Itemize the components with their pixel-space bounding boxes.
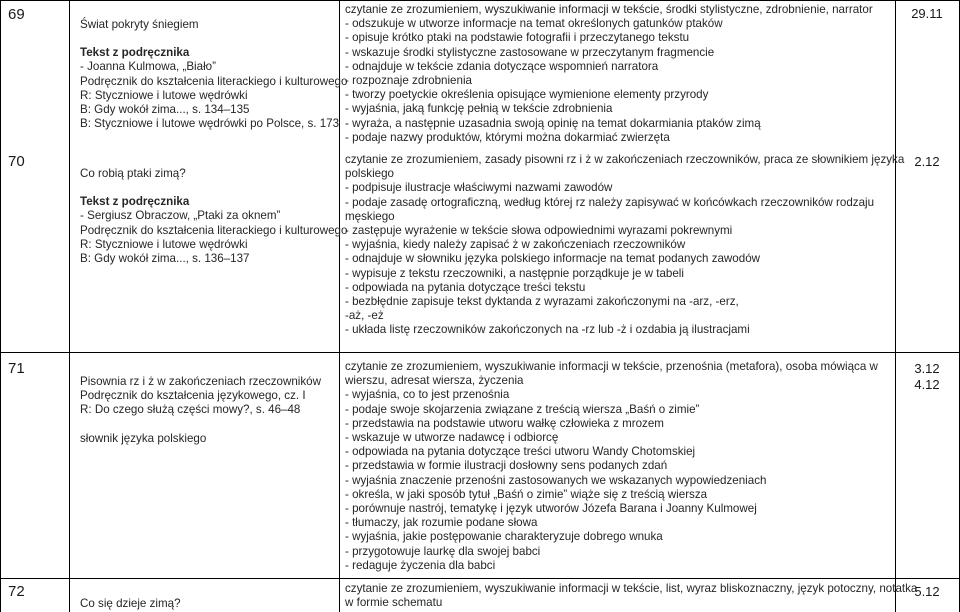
goal-line: - przygotowuje laurkę dla swojej babci — [345, 544, 541, 558]
blank-line — [80, 418, 321, 432]
goal-line: - odnajduje w tekście zdania dotyczące wspomnień narratora — [345, 59, 659, 73]
lesson-date — [896, 361, 958, 393]
lesson-number: 69 — [8, 6, 25, 23]
goal-line: - wyjaśnia, jaką funkcję pełnią w tekście zdrobnienia — [345, 102, 613, 116]
goal-line: - opisuje krótko ptaki na podstawie fotografii i przeczytanego tekstu — [345, 31, 690, 45]
lesson-date — [896, 584, 958, 600]
goal-line: - wyraża, a następnie uzasadnia swoją opinię na temat dokarmiania ptaków zimą — [345, 116, 761, 130]
lesson-number: 72 — [8, 583, 25, 600]
date-value: 29.11 — [911, 6, 943, 21]
topic-title: Co się dzieje zimą? — [80, 597, 181, 610]
col-border — [0, 0, 1, 612]
goal-line: - tłumaczy, jak rozumie podane słowa — [345, 516, 538, 530]
lesson-date — [896, 6, 958, 22]
topic-line: słownik języka polskiego — [80, 431, 207, 445]
row-separator — [0, 352, 960, 353]
topic-line: R: Styczniowe i lutowe wędrówki — [80, 88, 248, 102]
topic-line: B: Gdy wokół zima..., s. 136–137 — [80, 252, 250, 266]
lesson-topic — [80, 375, 321, 446]
topic-line: Podręcznik do kształcenia literackiego i kulturowego — [80, 223, 348, 237]
goal-line: - redaguje życzenia dla babci — [345, 558, 496, 572]
goal-line: - odpowiada na pytania dotyczące treści utworu Wandy Chotomskiej — [345, 445, 696, 459]
topic-title: Co robią ptaki zimą? — [80, 167, 186, 180]
goal-line: - przedstawia w formie ilustracji dosłowny sens podanych zdań — [345, 459, 668, 473]
goal-line: - wskazuje w utworze nadawcę i odbiorcę — [345, 431, 559, 445]
topic-line: B: Styczniowe i lutowe wędrówki po Polsce, s. 173 — [80, 117, 340, 131]
lesson-goals — [345, 582, 917, 610]
lesson-goals — [345, 360, 878, 573]
topic-line: - Sergiusz Obraczow, „Ptaki za oknem” — [80, 209, 281, 223]
goal-line: czytanie ze zrozumieniem, zasady pisowni rz i ż w zakończeniach rzeczowników, praca ze słownikiem języka — [345, 153, 905, 166]
section-heading: Tekst z podręcznika — [80, 195, 190, 209]
goal-line: - odpowiada na pytania dotyczące treści tekstu — [345, 280, 586, 294]
goal-line: - podaje nazwy produktów, którymi można dokarmiać zwierzęta — [345, 130, 670, 144]
topic-line: R: Styczniowe i lutowe wędrówki — [80, 237, 248, 251]
lesson-topic — [80, 18, 347, 131]
goal-line: - wskazuje środki stylistyczne zastosowane w przeczytanym fragmencie — [345, 45, 715, 59]
date-value: 5.12 — [914, 584, 940, 599]
lesson-topic — [80, 167, 347, 266]
date-value: 2.12 — [914, 154, 940, 169]
lesson-goals — [345, 3, 873, 145]
goal-line: w formie schematu — [345, 596, 443, 610]
goal-line: - przedstawia na podstawie utworu wałkę człowieka z mrozem — [345, 416, 664, 430]
goal-line: męskiego — [345, 209, 395, 223]
goal-line: - wyjaśnia, kiedy należy zapisać ż w zakończeniach rzeczowników — [345, 238, 686, 252]
date-value: 4.12 — [914, 377, 940, 392]
goal-line: - układa listę rzeczowników zakończonych na -rz lub -ż i ozdabia ją ilustracjami — [345, 323, 750, 337]
lesson-number: 70 — [8, 153, 25, 170]
goal-line: - odszukuje w utworze informacje na temat określonych gatunków ptaków — [345, 17, 723, 31]
blank-line — [80, 32, 347, 46]
lesson-topic — [80, 597, 181, 611]
goal-line: - określa, w jaki sposób tytuł „Baśń o zimie” wiąże się z treścią wiersza — [345, 487, 708, 501]
goal-line: - wyjaśnia znaczenie przenośni zastosowanych we wskazanych wypowiedzeniach — [345, 473, 767, 487]
topic-line: Podręcznik do kształcenia językowego, cz. I — [80, 389, 306, 403]
goal-line: czytanie ze zrozumieniem, wyszukiwanie informacji w tekście, środki stylistyczne, zdrobnienie, narrator — [345, 3, 873, 16]
topic-line: Podręcznik do kształcenia literackiego i kulturowego — [80, 74, 348, 88]
goal-line: polskiego — [345, 167, 394, 181]
goal-line: - bezbłędnie zapisuje tekst dyktanda z wyrazami zakończonymi na -arz, -erz, — [345, 295, 739, 309]
lesson-goals — [345, 153, 904, 338]
topic-title: Pisownia rz i ż w zakończeniach rzeczowników — [80, 375, 321, 388]
goal-line: -aż, -eż — [345, 309, 384, 323]
goal-line: - wypisuje z tekstu rzeczowniki, a następnie porządkuje je w tabeli — [345, 266, 684, 280]
blank-line — [80, 181, 347, 195]
goal-line: - zastępuje wyrażenie w tekście słowa odpowiednimi wyrazami pokrewnymi — [345, 224, 733, 238]
goal-line: - wyjaśnia, co to jest przenośnia — [345, 388, 510, 402]
lesson-number: 71 — [8, 360, 25, 377]
goal-line: czytanie ze zrozumieniem, wyszukiwanie informacji w tekście, przenośnia (metafora), osoba mówiąca w — [345, 360, 878, 373]
goal-line: - podaje swoje skojarzenia związane z treścią wiersza „Baśń o zimie” — [345, 402, 700, 416]
goal-line: wierszu, adresat wiersza, życzenia — [345, 374, 524, 388]
goal-line: - podaje zasadę ortograficzną, według której rz należy zapisywać w końcówkach rzeczowników rodzaju — [345, 195, 875, 209]
row-separator — [0, 578, 960, 579]
goal-line: - porównuje nastrój, tematykę i język utworów Józefa Barana i Joanny Kulmowej — [345, 502, 757, 516]
section-heading: Tekst z podręcznika — [80, 46, 190, 60]
goal-line: - rozpoznaje zdrobnienia — [345, 74, 472, 88]
topic-title: Świat pokryty śniegiem — [80, 18, 199, 31]
goal-line: - odnajduje w słowniku języka polskiego informacje na temat podanych zawodów — [345, 252, 761, 266]
goal-line: - wyjaśnia, jakie postępowanie charakteryzuje dobrego wnuka — [345, 530, 663, 544]
col-border — [69, 0, 70, 612]
goal-line: czytanie ze zrozumieniem, wyszukiwanie informacji w tekście, list, wyraz bliskoznaczny, język potoczny, notatka — [345, 582, 918, 595]
topic-line: R: Do czego służą części mowy?, s. 46–48 — [80, 403, 301, 417]
lesson-date — [896, 154, 958, 170]
table-top-border — [0, 0, 960, 1]
goal-line: - podpisuje ilustracje właściwymi nazwami zawodów — [345, 181, 613, 195]
topic-line: - Joanna Kulmowa, „Biało” — [80, 60, 216, 74]
date-value: 3.12 — [914, 361, 940, 376]
topic-line: B: Gdy wokół zima..., s. 134–135 — [80, 103, 250, 117]
goal-line: - tworzy poetyckie określenia opisujące wymienione elementy przyrody — [345, 88, 709, 102]
